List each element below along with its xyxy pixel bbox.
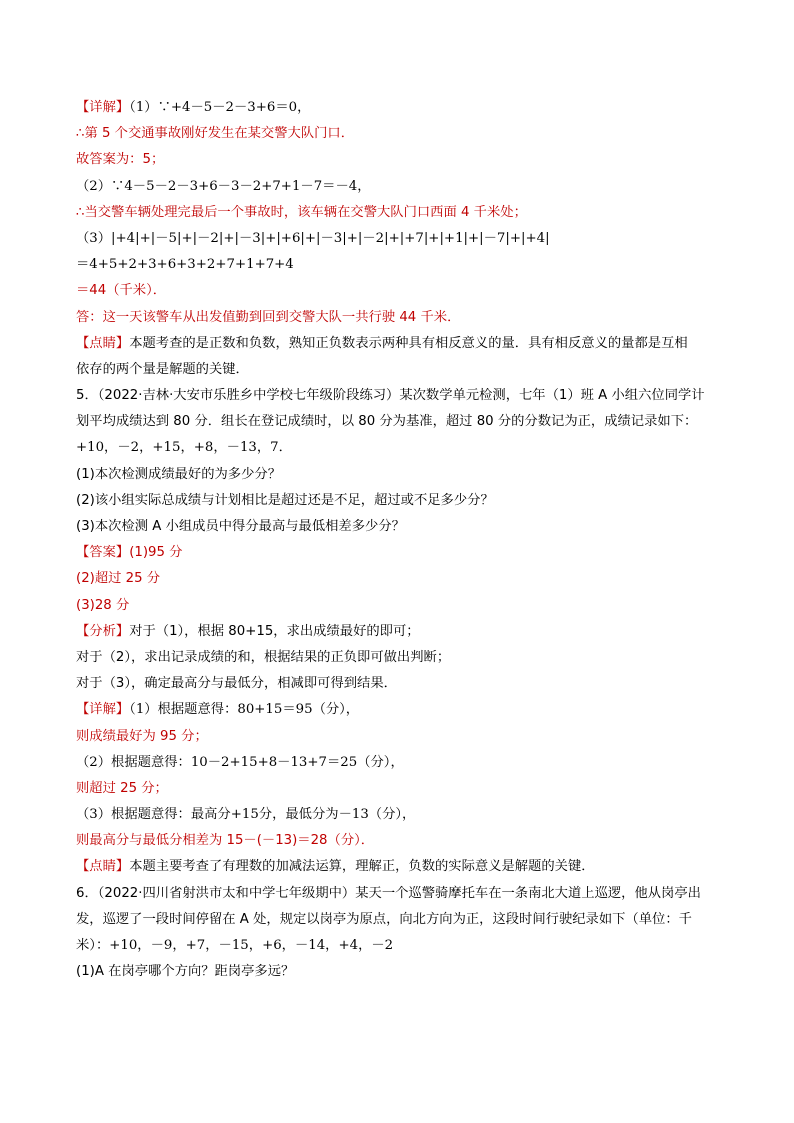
answer-line (76, 566, 726, 592)
question-line (76, 409, 726, 435)
section-label: 【点睛】 (76, 859, 130, 875)
answer-line (76, 540, 726, 566)
text-line (76, 802, 726, 828)
section-label: 【答案】 (76, 545, 130, 561)
text-line (76, 278, 726, 304)
text-span: 则超过 25 分； (76, 780, 168, 796)
text-line (76, 776, 726, 802)
question-line (76, 881, 726, 907)
question-line (76, 383, 726, 409)
text-span: 对于（2），求出记录成绩的和，根据结果的正负即可做出判断； (76, 649, 451, 665)
text-span: (2)超过 25 分 (76, 571, 161, 587)
text-span: （1）∵+4－5－2－3+6＝0， (129, 100, 311, 115)
text-line (76, 305, 726, 331)
text-line (76, 121, 726, 147)
text-span: 发，巡逻了一段时间停留在 A 处，规定以岗亭为原点，向北方向为正，这段时间行驶纪录如下（单位：千 (76, 911, 692, 927)
text-span: （2）根据题意得：10－2+15+8－13+7＝25（分）， (76, 754, 404, 770)
section-label: 【分析】 (76, 623, 130, 639)
answer-line (76, 593, 726, 619)
text-span: 本题主要考查了有理数的加减法运算，理解正，负数的实际意义是解题的关键． (129, 859, 595, 875)
question-line (76, 514, 726, 540)
text-line (76, 750, 726, 776)
text-span: 则最高分与最低分相差为 15－(－13)＝28（分）． (76, 833, 375, 849)
text-span: 对于（3），确定最高分与最低分，相减即可得到结果． (76, 676, 397, 692)
text-line (76, 854, 726, 880)
text-line (76, 226, 726, 252)
text-line (76, 619, 726, 645)
text-span: 划平均成绩达到 80 分．组长在登记成绩时，以 80 分为基准，超过 80 分的分数记为正，成绩记录如下： (76, 414, 698, 430)
question-line (76, 907, 726, 933)
text-span: (1)95 分 (129, 545, 183, 561)
text-span: 本题考查的是正数和负数，熟知正负数表示两种具有相反意义的量．具有相反意义的量都是互相 (129, 335, 688, 351)
question-line (76, 933, 726, 959)
text-span: （2）∵4－5－2－3+6－3－2+7+1－7＝－4， (76, 178, 371, 194)
text-line (76, 724, 726, 750)
text-line (76, 671, 726, 697)
text-line (76, 697, 726, 723)
text-span: （3）|+4|+|－5|+|－2|+|－3|+|+6|+|－3|+|－2|+|+7|+|+1|+|－7|+|+4| (76, 230, 550, 246)
text-line (76, 645, 726, 671)
text-span: 6．（2022·四川省射洪市太和中学七年级期中）某天一个巡警骑摩托车在一条南北大道上巡逻，他从岗亭出 (76, 885, 701, 901)
text-span: 米）：+10，－9，+7，－15，+6，－14，+4，－2 (76, 938, 394, 953)
text-span: 故答案为：5； (76, 152, 165, 168)
solution-text (76, 95, 726, 985)
question-line (76, 435, 726, 461)
text-line (76, 252, 726, 278)
text-span: (1)本次检测成绩最好的为多少分？ (76, 466, 281, 482)
question-line (76, 959, 726, 985)
text-span: ＝4+5+2+3+6+3+2+7+1+7+4 (76, 257, 294, 273)
text-span: ＝44（千米）． (76, 283, 167, 299)
text-line (76, 331, 726, 357)
text-span: （1）根据题意得：80+15＝95（分）， (129, 702, 360, 718)
text-span: 对于（1），根据 80+15，求出成绩最好的即可； (129, 623, 420, 639)
text-line (76, 174, 726, 200)
text-span: (3)本次检测 A 小组成员中得分最高与最低相差多少分？ (76, 519, 405, 534)
text-span: 答：这一天该警车从出发值勤到回到交警大队一共行驶 44 千米． (76, 309, 461, 325)
text-span: 则成绩最好为 95 分； (76, 728, 208, 744)
text-line (76, 95, 726, 121)
text-line (76, 200, 726, 226)
question-line (76, 462, 726, 488)
text-span: （3）根据题意得：最高分+15分，最低分为－13（分）， (76, 807, 416, 823)
text-span: 5．（2022·吉林·大安市乐胜乡中学校七年级阶段练习）某次数学单元检测，七年（1）班 A 小组六位同学计 (76, 388, 705, 404)
section-label: 【点睛】 (76, 335, 130, 351)
text-span: ∴当交警车辆处理完最后一个事故时，该车辆在交警大队门口西面 4 千米处； (76, 204, 527, 220)
section-label: 【详解】 (76, 702, 130, 718)
text-span: (1)A 在岗亭哪个方向？距岗亭多远？ (76, 964, 295, 980)
text-line (76, 147, 726, 173)
text-span: 依存的两个量是解题的关键． (76, 361, 249, 377)
text-span: (2)该小组实际总成绩与计划相比是超过还是不足，超过或不足多少分？ (76, 492, 494, 508)
text-line (76, 828, 726, 854)
section-label: 【详解】 (76, 100, 130, 115)
question-line (76, 488, 726, 514)
text-span: (3)28 分 (76, 597, 130, 613)
text-span: +10，－2，+15，+8，－13，7． (76, 440, 292, 456)
text-span: ∴第 5 个交通事故刚好发生在某交警大队门口． (76, 126, 355, 142)
text-line (76, 357, 726, 383)
